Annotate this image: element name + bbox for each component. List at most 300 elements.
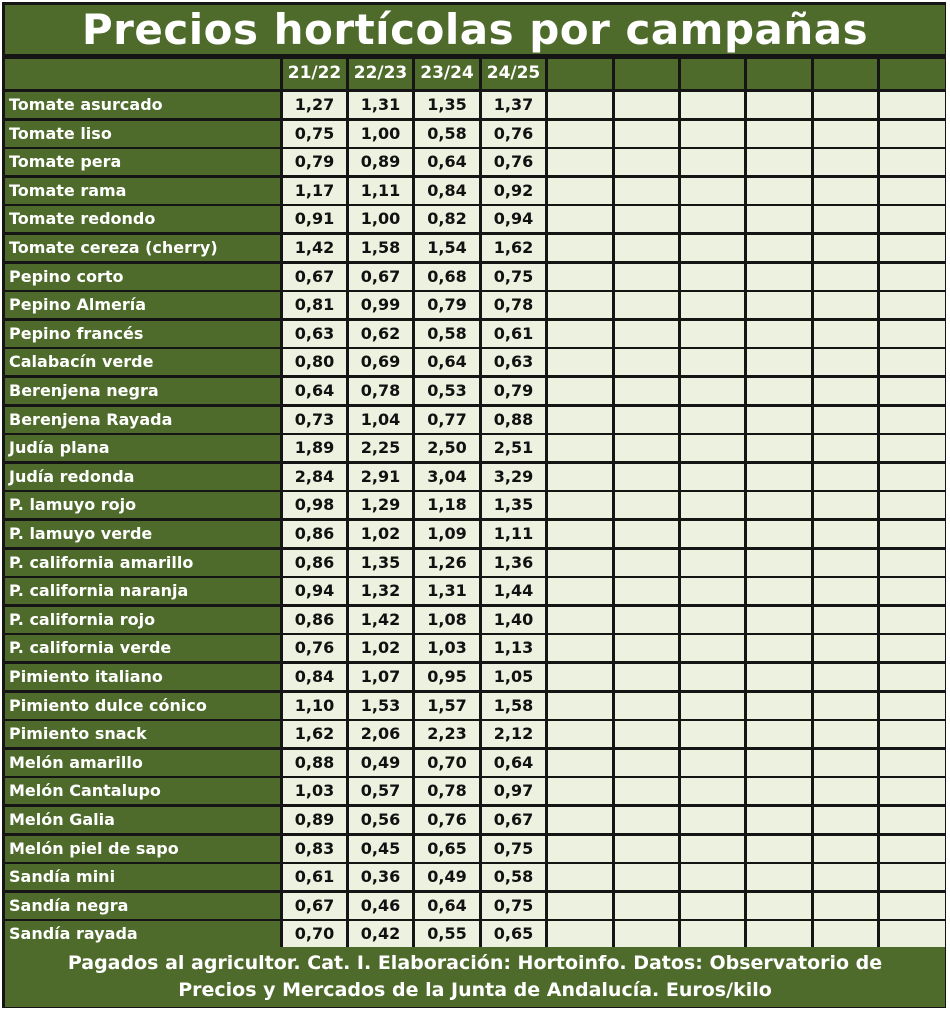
empty-cell	[681, 778, 744, 804]
empty-cell	[548, 92, 612, 118]
empty-cell	[880, 750, 945, 776]
empty-cell	[747, 92, 811, 118]
price-cell: 0,67	[349, 264, 412, 290]
empty-cell	[747, 121, 811, 147]
empty-cell	[548, 149, 612, 175]
empty-cell	[681, 578, 744, 604]
empty-cell	[548, 778, 612, 804]
price-cell: 0,61	[283, 864, 346, 890]
empty-cell	[548, 664, 612, 690]
empty-cell	[880, 349, 945, 375]
price-cell: 2,91	[349, 464, 412, 490]
row-label: Sandía negra	[5, 893, 280, 919]
empty-cell	[880, 893, 945, 919]
empty-cell	[615, 693, 678, 719]
empty-cell	[747, 521, 811, 547]
price-cell: 0,58	[415, 321, 479, 347]
empty-cell	[548, 206, 612, 232]
price-cell: 1,07	[349, 664, 412, 690]
empty-cell	[615, 492, 678, 518]
row-label: Pepino francés	[5, 321, 280, 347]
price-cell: 0,76	[415, 807, 479, 833]
empty-cell	[548, 635, 612, 661]
empty-cell	[681, 664, 744, 690]
empty-cell	[747, 321, 811, 347]
empty-cell	[548, 321, 612, 347]
empty-cell	[814, 407, 877, 433]
empty-cell	[880, 550, 945, 576]
price-cell: 0,53	[415, 378, 479, 404]
price-cell: 2,51	[482, 435, 545, 461]
row-label: Pimiento snack	[5, 721, 280, 747]
empty-cell	[615, 178, 678, 204]
empty-cell	[681, 521, 744, 547]
empty-cell	[615, 292, 678, 318]
empty-cell	[814, 292, 877, 318]
empty-cell	[681, 921, 744, 947]
empty-cell	[548, 864, 612, 890]
price-cell: 1,03	[283, 778, 346, 804]
empty-cell	[548, 836, 612, 862]
empty-cell	[880, 721, 945, 747]
empty-cell	[880, 92, 945, 118]
price-cell: 0,94	[283, 578, 346, 604]
empty-cell	[880, 807, 945, 833]
empty-cell	[814, 664, 877, 690]
row-label: Melón piel de sapo	[5, 836, 280, 862]
empty-cell	[747, 349, 811, 375]
empty-cell	[548, 807, 612, 833]
price-cell: 0,88	[482, 407, 545, 433]
empty-cell	[615, 635, 678, 661]
empty-cell	[615, 578, 678, 604]
empty-cell	[814, 750, 877, 776]
price-cell: 0,78	[349, 378, 412, 404]
price-cell: 1,00	[349, 121, 412, 147]
empty-cell	[615, 607, 678, 633]
empty-cell	[747, 893, 811, 919]
empty-cell	[615, 407, 678, 433]
empty-cell	[615, 149, 678, 175]
price-cell: 0,49	[415, 864, 479, 890]
empty-cell	[747, 807, 811, 833]
empty-cell	[880, 635, 945, 661]
price-cell: 0,99	[349, 292, 412, 318]
price-cell: 3,29	[482, 464, 545, 490]
price-cell: 1,31	[349, 92, 412, 118]
price-cell: 0,58	[415, 121, 479, 147]
price-cell: 0,79	[482, 378, 545, 404]
empty-cell	[615, 550, 678, 576]
price-cell: 1,11	[349, 178, 412, 204]
price-cell: 0,46	[349, 893, 412, 919]
empty-cell	[747, 778, 811, 804]
empty-cell	[814, 807, 877, 833]
empty-cell	[681, 836, 744, 862]
empty-cell	[814, 235, 877, 261]
empty-cell	[880, 292, 945, 318]
price-cell: 0,78	[415, 778, 479, 804]
row-label: P. california amarillo	[5, 550, 280, 576]
price-cell: 0,64	[415, 149, 479, 175]
price-cell: 2,12	[482, 721, 545, 747]
empty-cell	[747, 664, 811, 690]
price-cell: 0,79	[283, 149, 346, 175]
row-label: Judía redonda	[5, 464, 280, 490]
empty-cell	[747, 607, 811, 633]
price-cell: 1,58	[482, 693, 545, 719]
price-cell: 0,36	[349, 864, 412, 890]
empty-cell	[548, 435, 612, 461]
empty-cell	[880, 492, 945, 518]
empty-cell	[681, 550, 744, 576]
price-cell: 0,57	[349, 778, 412, 804]
empty-cell	[814, 836, 877, 862]
empty-cell	[880, 407, 945, 433]
price-cell: 0,70	[415, 750, 479, 776]
empty-cell	[615, 721, 678, 747]
price-cell: 1,44	[482, 578, 545, 604]
empty-cell	[681, 864, 744, 890]
empty-cell	[615, 778, 678, 804]
empty-cell	[615, 264, 678, 290]
empty-cell	[747, 178, 811, 204]
price-cell: 1,02	[349, 521, 412, 547]
empty-cell	[747, 149, 811, 175]
empty-cell	[615, 206, 678, 232]
price-cell: 0,68	[415, 264, 479, 290]
price-cell: 2,06	[349, 721, 412, 747]
column-header-empty	[615, 59, 678, 89]
row-label: P. lamuyo verde	[5, 521, 280, 547]
price-cell: 0,80	[283, 349, 346, 375]
price-cell: 0,63	[482, 349, 545, 375]
header-corner	[5, 59, 280, 89]
empty-cell	[548, 492, 612, 518]
empty-cell	[880, 578, 945, 604]
empty-cell	[880, 264, 945, 290]
empty-cell	[615, 664, 678, 690]
column-header-empty	[548, 59, 612, 89]
empty-cell	[747, 721, 811, 747]
price-cell: 0,92	[482, 178, 545, 204]
price-cell: 0,49	[349, 750, 412, 776]
price-cell: 1,32	[349, 578, 412, 604]
empty-cell	[681, 435, 744, 461]
price-cell: 0,64	[283, 378, 346, 404]
price-cell: 0,98	[283, 492, 346, 518]
price-cell: 0,84	[283, 664, 346, 690]
empty-cell	[615, 893, 678, 919]
empty-cell	[814, 435, 877, 461]
empty-cell	[814, 921, 877, 947]
empty-cell	[814, 492, 877, 518]
empty-cell	[615, 121, 678, 147]
price-cell: 0,83	[283, 836, 346, 862]
row-label: Berenjena Rayada	[5, 407, 280, 433]
empty-cell	[615, 321, 678, 347]
empty-cell	[548, 607, 612, 633]
page-title: Precios hortícolas por campañas	[5, 5, 945, 54]
empty-cell	[548, 235, 612, 261]
price-cell: 1,35	[349, 550, 412, 576]
price-cell: 0,97	[482, 778, 545, 804]
row-label: Judía plana	[5, 435, 280, 461]
empty-cell	[814, 206, 877, 232]
empty-cell	[615, 921, 678, 947]
empty-cell	[548, 721, 612, 747]
empty-cell	[880, 693, 945, 719]
empty-cell	[548, 464, 612, 490]
price-cell: 2,25	[349, 435, 412, 461]
empty-cell	[880, 464, 945, 490]
empty-cell	[880, 435, 945, 461]
empty-cell	[747, 235, 811, 261]
price-cell: 0,79	[415, 292, 479, 318]
row-label: Pimiento dulce cónico	[5, 693, 280, 719]
empty-cell	[814, 149, 877, 175]
row-label: Sandía rayada	[5, 921, 280, 947]
row-label: Melón amarillo	[5, 750, 280, 776]
price-cell: 1,36	[482, 550, 545, 576]
row-label: Pepino corto	[5, 264, 280, 290]
price-cell: 0,94	[482, 206, 545, 232]
row-label: Tomate pera	[5, 149, 280, 175]
empty-cell	[681, 121, 744, 147]
price-cell: 1,10	[283, 693, 346, 719]
empty-cell	[681, 492, 744, 518]
row-label: Tomate cereza (cherry)	[5, 235, 280, 261]
price-cell: 0,56	[349, 807, 412, 833]
price-cell: 1,09	[415, 521, 479, 547]
empty-cell	[880, 378, 945, 404]
empty-cell	[548, 407, 612, 433]
price-cell: 1,62	[482, 235, 545, 261]
empty-cell	[747, 693, 811, 719]
empty-cell	[880, 778, 945, 804]
price-cell: 0,95	[415, 664, 479, 690]
empty-cell	[681, 464, 744, 490]
empty-cell	[747, 578, 811, 604]
price-cell: 1,26	[415, 550, 479, 576]
price-cell: 0,62	[349, 321, 412, 347]
empty-cell	[681, 378, 744, 404]
price-cell: 0,76	[482, 149, 545, 175]
empty-cell	[880, 864, 945, 890]
price-cell: 0,67	[283, 893, 346, 919]
price-cell: 1,11	[482, 521, 545, 547]
empty-cell	[747, 864, 811, 890]
price-cell: 0,75	[283, 121, 346, 147]
empty-cell	[548, 349, 612, 375]
price-cell: 0,86	[283, 550, 346, 576]
empty-cell	[548, 378, 612, 404]
empty-cell	[747, 206, 811, 232]
empty-cell	[880, 664, 945, 690]
empty-cell	[615, 521, 678, 547]
empty-cell	[814, 464, 877, 490]
empty-cell	[880, 921, 945, 947]
price-cell: 0,73	[283, 407, 346, 433]
price-cell: 0,67	[482, 807, 545, 833]
empty-cell	[681, 92, 744, 118]
row-label: P. lamuyo rojo	[5, 492, 280, 518]
row-label: Calabacín verde	[5, 349, 280, 375]
empty-cell	[681, 893, 744, 919]
row-label: Tomate rama	[5, 178, 280, 204]
price-cell: 0,63	[283, 321, 346, 347]
price-cell: 1,29	[349, 492, 412, 518]
empty-cell	[615, 750, 678, 776]
empty-cell	[681, 321, 744, 347]
footer-line-2: Precios y Mercados de la Junta de Andalucía. Euros/kilo	[178, 979, 772, 1001]
empty-cell	[747, 492, 811, 518]
price-cell: 1,27	[283, 92, 346, 118]
empty-cell	[880, 836, 945, 862]
empty-cell	[747, 407, 811, 433]
price-cell: 1,04	[349, 407, 412, 433]
empty-cell	[814, 550, 877, 576]
price-cell: 0,86	[283, 607, 346, 633]
empty-cell	[747, 292, 811, 318]
empty-cell	[880, 121, 945, 147]
price-cell: 0,64	[482, 750, 545, 776]
empty-cell	[880, 607, 945, 633]
column-header: 24/25	[482, 59, 545, 89]
column-header: 23/24	[415, 59, 479, 89]
price-cell: 0,65	[482, 921, 545, 947]
empty-cell	[548, 292, 612, 318]
empty-cell	[615, 836, 678, 862]
price-cell: 1,37	[482, 92, 545, 118]
empty-cell	[814, 178, 877, 204]
price-cell: 0,75	[482, 893, 545, 919]
empty-cell	[747, 836, 811, 862]
price-cell: 1,35	[415, 92, 479, 118]
empty-cell	[814, 778, 877, 804]
price-cell: 0,91	[283, 206, 346, 232]
empty-cell	[548, 578, 612, 604]
empty-cell	[548, 550, 612, 576]
empty-cell	[814, 264, 877, 290]
price-cell: 0,64	[415, 349, 479, 375]
row-label: Tomate asurcado	[5, 92, 280, 118]
price-cell: 1,17	[283, 178, 346, 204]
row-label: P. california rojo	[5, 607, 280, 633]
empty-cell	[747, 464, 811, 490]
price-cell: 1,58	[349, 235, 412, 261]
empty-cell	[681, 807, 744, 833]
empty-cell	[880, 321, 945, 347]
price-cell: 0,76	[283, 635, 346, 661]
price-cell: 1,13	[482, 635, 545, 661]
price-cell: 1,31	[415, 578, 479, 604]
empty-cell	[681, 349, 744, 375]
empty-cell	[548, 521, 612, 547]
price-cell: 1,42	[283, 235, 346, 261]
price-cell: 0,58	[482, 864, 545, 890]
empty-cell	[814, 693, 877, 719]
price-cell: 1,54	[415, 235, 479, 261]
price-cell: 1,62	[283, 721, 346, 747]
empty-cell	[747, 550, 811, 576]
price-cell: 0,45	[349, 836, 412, 862]
row-label: P. california verde	[5, 635, 280, 661]
empty-cell	[814, 349, 877, 375]
empty-cell	[747, 921, 811, 947]
empty-cell	[615, 349, 678, 375]
row-label: Pimiento italiano	[5, 664, 280, 690]
empty-cell	[814, 635, 877, 661]
empty-cell	[548, 264, 612, 290]
row-label: Sandía mini	[5, 864, 280, 890]
empty-cell	[681, 235, 744, 261]
price-cell: 0,84	[415, 178, 479, 204]
price-cell: 0,89	[283, 807, 346, 833]
price-cell: 0,89	[349, 149, 412, 175]
empty-cell	[548, 121, 612, 147]
empty-cell	[615, 435, 678, 461]
price-cell: 0,64	[415, 893, 479, 919]
price-cell: 1,57	[415, 693, 479, 719]
row-label: Melón Cantalupo	[5, 778, 280, 804]
empty-cell	[747, 635, 811, 661]
price-cell: 2,84	[283, 464, 346, 490]
empty-cell	[814, 321, 877, 347]
price-cell: 0,86	[283, 521, 346, 547]
price-cell: 0,82	[415, 206, 479, 232]
empty-cell	[880, 206, 945, 232]
empty-cell	[747, 750, 811, 776]
empty-cell	[615, 807, 678, 833]
price-cell: 1,40	[482, 607, 545, 633]
row-label: Pepino Almería	[5, 292, 280, 318]
empty-cell	[681, 750, 744, 776]
empty-cell	[548, 921, 612, 947]
empty-cell	[681, 635, 744, 661]
empty-cell	[681, 693, 744, 719]
column-header: 22/23	[349, 59, 412, 89]
empty-cell	[814, 893, 877, 919]
empty-cell	[548, 178, 612, 204]
price-cell: 0,67	[283, 264, 346, 290]
empty-cell	[681, 721, 744, 747]
empty-cell	[548, 750, 612, 776]
row-label: Berenjena negra	[5, 378, 280, 404]
empty-cell	[747, 378, 811, 404]
price-cell: 0,77	[415, 407, 479, 433]
row-label: P. california naranja	[5, 578, 280, 604]
empty-cell	[814, 864, 877, 890]
column-header-empty	[814, 59, 877, 89]
column-header: 21/22	[283, 59, 346, 89]
empty-cell	[681, 292, 744, 318]
empty-cell	[814, 521, 877, 547]
price-cell: 0,69	[349, 349, 412, 375]
empty-cell	[681, 264, 744, 290]
price-cell: 0,65	[415, 836, 479, 862]
price-cell: 1,05	[482, 664, 545, 690]
price-cell: 2,23	[415, 721, 479, 747]
empty-cell	[814, 607, 877, 633]
price-cell: 3,04	[415, 464, 479, 490]
price-cell: 1,00	[349, 206, 412, 232]
price-cell: 0,75	[482, 836, 545, 862]
empty-cell	[814, 121, 877, 147]
empty-cell	[681, 407, 744, 433]
footer-line-1: Pagados al agricultor. Cat. I. Elaboración: Hortoinfo. Datos: Observatorio de	[67, 952, 883, 974]
price-cell: 0,78	[482, 292, 545, 318]
